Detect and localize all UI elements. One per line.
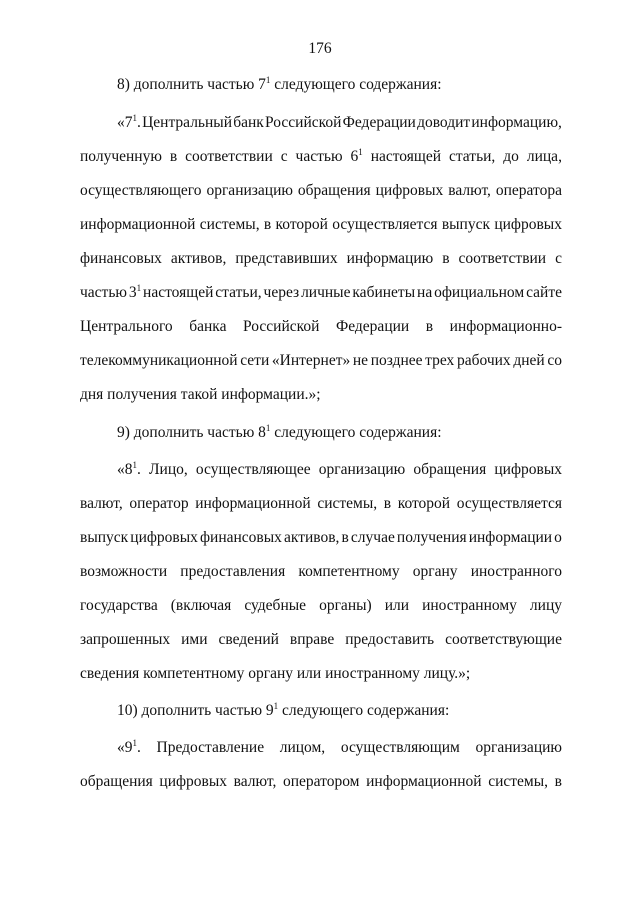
p5-line-1: 10) дополнить частью $9^1$ следующего содержания: xyxy=(117,701,450,719)
p4-line-7: сведения компетентному органу или иностранному лицу.»; xyxy=(80,665,471,682)
p4-line-3: выпуск цифровых финансовых активов, в случае получения информации о xyxy=(80,529,562,546)
page-number: 176 xyxy=(308,40,332,57)
p1-line-1: 8) дополнить частью $7^1$ следующего содержания: xyxy=(117,75,442,93)
p2-line-6: частью $3^1$ настоящей статьи, через личные кабинеты на официальном сайте xyxy=(80,283,562,301)
p6-line-1: «$9^1$. Предоставление лицом, осуществляющим организацию xyxy=(117,738,562,756)
p4-line-5: государства (включая судебные органы) или иностранному лицу xyxy=(80,597,562,614)
p4-line-6: запрошенных ими сведений вправе предоставить соответствующие xyxy=(80,631,562,648)
p6-line-2: обращения цифровых валют, оператором информационной системы, в xyxy=(80,773,562,790)
p2-line-5: финансовых активов, представивших информацию в соответствии с xyxy=(80,250,562,267)
p2-line-7: Центрального банка Российской Федерации в информационно- xyxy=(80,318,562,335)
p4-line-4: возможности предоставления компетентному органу иностранного xyxy=(80,563,562,580)
p4-line-1: «$8^1$. Лицо, осуществляющее организацию обращения цифровых xyxy=(117,460,562,478)
p2-line-3: осуществляющего организацию обращения цифровых валют, оператора xyxy=(80,182,562,199)
p2-line-2: полученную в соответствии с частью $6^1$ настоящей статьи, до лица, xyxy=(80,147,562,165)
p4-line-2: валют, оператор информационной системы, в которой осуществляется xyxy=(80,495,562,512)
p2-line-1: «$7^1$. Центральный банк Российской Федерации доводит информацию, xyxy=(117,113,562,131)
p3-line-1: 9) дополнить частью $8^1$ следующего содержания: xyxy=(117,423,442,441)
p2-line-4: информационной системы, в которой осуществляется выпуск цифровых xyxy=(80,216,562,233)
p2-line-9: дня получения такой информации.»; xyxy=(80,386,321,403)
p2-line-8: телекоммуникационной сети «Интернет» не позднее трех рабочих дней со xyxy=(80,352,562,369)
